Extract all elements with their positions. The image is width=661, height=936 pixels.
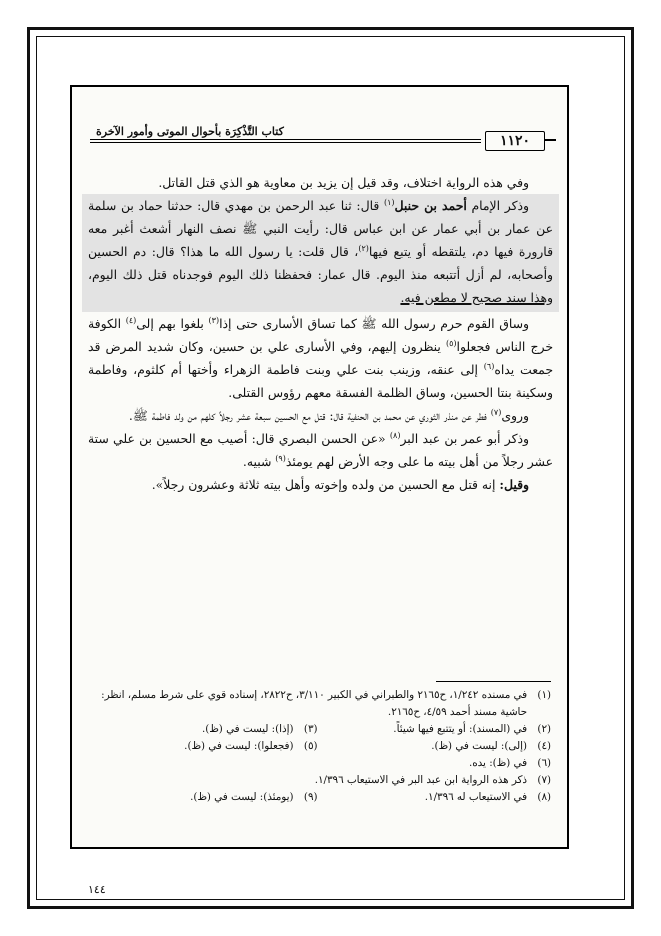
book-page-number: ١١٢٠ <box>485 131 545 151</box>
footnote-5: (٥) (فجعلوا): ليست في (ظ). <box>184 740 318 752</box>
footnote-ref-7: (٧) <box>490 407 502 417</box>
footnote-6: (٦) في (ظ): يده. <box>468 757 551 769</box>
paragraph-1: وفي هذه الرواية اختلاف، وقد قيل إن يزيد بن معاوية هو الذي قتل القاتل. <box>158 175 529 190</box>
book-title: كتاب التَّذْكِرَة بأحوال الموتى وأمور الآخرة <box>92 125 288 138</box>
document-page-number: ١٤٤ <box>88 883 106 896</box>
footnote-ref-2: (٢) <box>358 243 369 253</box>
footnote-ref-4: (٤) <box>125 315 137 325</box>
footnote-8: (٨) في الاستيعاب له ١/٣٩٦. <box>424 791 551 803</box>
footnote-row-4-5 <box>84 738 551 755</box>
scanned-book-page <box>70 85 569 849</box>
footnote-ref-3: (٣) <box>208 315 220 325</box>
footnote-row-8-9 <box>84 789 551 806</box>
footnote-ref-5: (٥) <box>446 338 457 348</box>
paragraph-3: وساق القوم حرم رسول الله ﷺ كما تساق الأسارى حتى إذا$^{(٣)}$ بلغوا بهم إلى$^{(٤)}$ الكوفة خرج الناس فجعلوا$^{(٥)}$ ينظرون إليهم، وفي الأسارى علي بن حسين، وكان شديد المرض قد جمعت يداه$^{(٦)}$ إلى عنقه، وزينب بنت علي وبنت فاطمة الزهراء وأختها أم كلثوم، وفاطمة وسكينة بنتا الحسين، وساق الظلمة الفسقة معهم رؤوس القتلى. <box>88 315 553 400</box>
footnote-7: (٧) ذكر هذه الرواية ابن عبد البر في الاستيعاب ١/٣٩٦. <box>314 774 551 786</box>
highlighted-passage <box>82 194 559 312</box>
header-rule <box>90 139 481 143</box>
paragraph-2: وذكر الإمام أحمد بن حنبل$^{(١)}$ قال: ثنا عبد الرحمن بن مهدي قال: حدثنا حماد بن سلمة عن عمار بن أبي عمار عن ابن عباس قال: رأيت النبي ﷺ نصف النهار أشعث أغبر معه قارورة فيها دم، يلتقطه أو يتبع فيها$^{(٢)}$، قال قلت: يا رسول الله ما هذا؟ قال: دم الحسين وأصحابه، لم أزل أتتبعه منذ اليوم. قال عمار: فحفظنا ذلك اليوم فوجدناه قتل ذلك اليوم، وهذا سند صحيح لا مطعن فيه. <box>88 197 553 305</box>
paragraph-6: وقيل: إنه قتل مع الحسين من ولده وإخوته وأهل بيته ثلاثة وعشرون رجلاً». <box>151 477 529 492</box>
footnote-ref-9: (٩) <box>275 453 286 463</box>
underlined-verdict: وهذا سند صحيح لا مطعن فيه. <box>400 290 553 305</box>
footnote-ref-6: (٦) <box>483 361 495 371</box>
footnote-ref-8: (٨) <box>389 430 401 440</box>
footnote-ref-1: (١) <box>383 197 395 207</box>
footnote-1: (١) في مسنده ١/٢٤٢، ح٢١٦٥ والطبراني في الكبير ٣/١١٠، ح٢٨٢٢، إسناده قوي على شرط مسلم، انظر: حاشية مسند أحمد ٤/٥٩، ح٢١٦٥. <box>101 689 551 718</box>
footnote-separator <box>436 681 551 682</box>
footnote-4: (٤) (إلى): ليست في (ظ). <box>431 740 551 752</box>
footnote-9: (٩) (يومئذ): ليست في (ظ). <box>190 791 318 803</box>
paragraph-5: وذكر أبو عمر بن عبد البر$^{(٨)}$ «عن الحسن البصري قال: أصيب مع الحسين بن علي ستة عشر رجلاً من أهل بيته ما على وجه الأرض لهم يومئذ$^{(٩)}$ شبيه. <box>88 430 553 469</box>
main-text <box>88 171 553 496</box>
footnote-2: (٢) في (المسند): أو يتتبع فيها شيئاً. <box>393 723 551 735</box>
footnotes <box>84 687 551 806</box>
narrator-name: أحمد بن حنبل <box>394 198 467 213</box>
paragraph-4: وروى$^{(٧)}$ فطر عن منذر الثوري عن محمد بن الحنفية قال: قتل مع الحسين سبعة عشر رجلاً كلهم من ولد فاطمة ﷺ. <box>128 407 529 423</box>
footnote-3: (٣) (إذا): ليست في (ظ). <box>201 723 318 735</box>
footnote-row-2-3 <box>84 721 551 738</box>
running-header <box>90 125 555 153</box>
